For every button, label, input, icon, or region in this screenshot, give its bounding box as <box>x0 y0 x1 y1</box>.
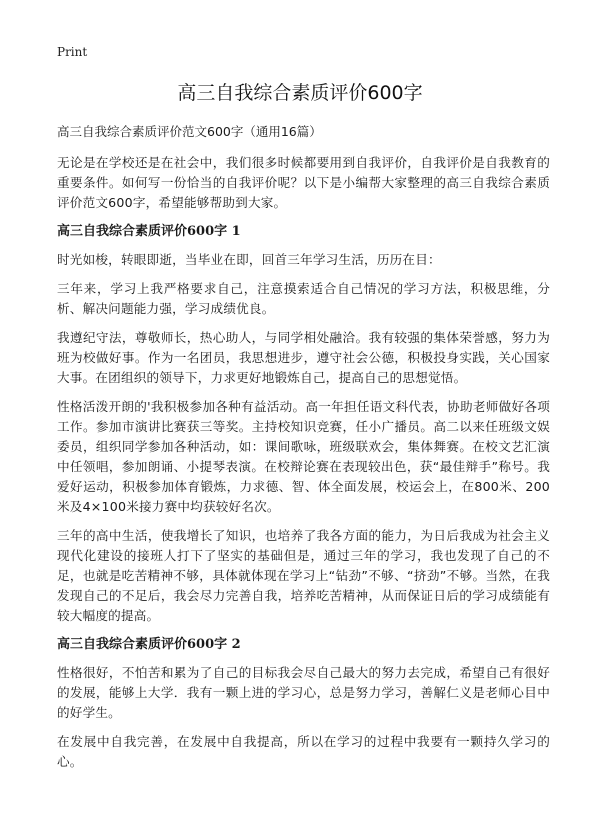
print-label[interactable]: Print <box>57 45 88 59</box>
section-1-paragraph-1: 时光如梭，转眼即逝，当毕业在即，回首三年学习生活，历历在目： <box>57 252 441 267</box>
section-1-paragraph-3: 我遵纪守法，尊敬师长，热心助人，与同学相处融洽。我有较强的集体荣誉感，努力为班为校做好事。作为一名团员，我思想进步，遵守社会公德，积极投身实践，关心国家大事。在团组织的领导下，力求更好地锻炼自己，提高自己的思想觉悟。 <box>57 330 550 385</box>
document-body <box>57 122 550 781</box>
page-title: 高三自我综合素质评价600字 <box>177 82 423 104</box>
section-1-paragraph-4: 性格活泼开朗的'我积极参加各种有益活动。高一年担任语文科代表，协助老师做好各项工作。参加市演讲比赛获三等奖。主持校知识竞赛，任小广播员。高二以来任班级文娱委员，组织同学参加各种活动，如：课间歌咏，班级联欢会，集体舞赛。在校文艺汇演中任领唱，参加朗诵、小提琴表演。在校辩论赛在表现较出色，获“最佳辩手”称号。我爱好运动，积极参加体育锻炼，力求德、智、体全面发展，校运会上，在800米、200米及4×100米接力赛中均获较好名次。 <box>57 399 550 514</box>
section-heading-1: 高三自我综合素质评价600字 1 <box>57 224 241 239</box>
intro-paragraph: 无论是在学校还是在社会中，我们很多时候都要用到自我评价，自我评价是自我教育的重要条件。如何写一份恰当的自我评价呢？以下是小编帮大家整理的高三自我综合素质评价范文600字，希望能够帮助到大家。 <box>57 155 550 210</box>
section-1-paragraph-5: 三年的高中生活，使我增长了知识，也培养了我各方面的能力，为日后我成为社会主义现代化建设的接班人打下了坚实的基础但是，通过三年的学习，我也发现了自己的不足，也就是吃苦精神不够，具体就体现在学习上“钻劲”不够、“挤劲”不够。当然，在我发现自己的不足后，我会尽力完善自我，培养吃苦精神，从而保证日后的学习成绩能有较大幅度的提高。 <box>57 528 550 623</box>
document-subtitle: 高三自我综合素质评价范文600字（通用16篇） <box>57 124 322 139</box>
section-1-paragraph-2: 三年来，学习上我严格要求自己，注意摸索适合自己情况的学习方法，积极思维，分析、解决问题能力强，学习成绩优良。 <box>57 281 550 316</box>
section-2-paragraph-1: 性格很好，不怕苦和累为了自己的目标我会尽自己最大的努力去完成，希望自己有很好的发展，能够上大学．我有一颗上进的学习心，总是努力学习，善解仁义是老师心目中的好学生。 <box>57 665 550 720</box>
section-heading-2: 高三自我综合素质评价600字 2 <box>57 637 241 652</box>
section-2-paragraph-2: 在发展中自我完善，在发展中自我提高，所以在学习的过程中我要有一颗持久学习的心。 <box>57 734 550 769</box>
